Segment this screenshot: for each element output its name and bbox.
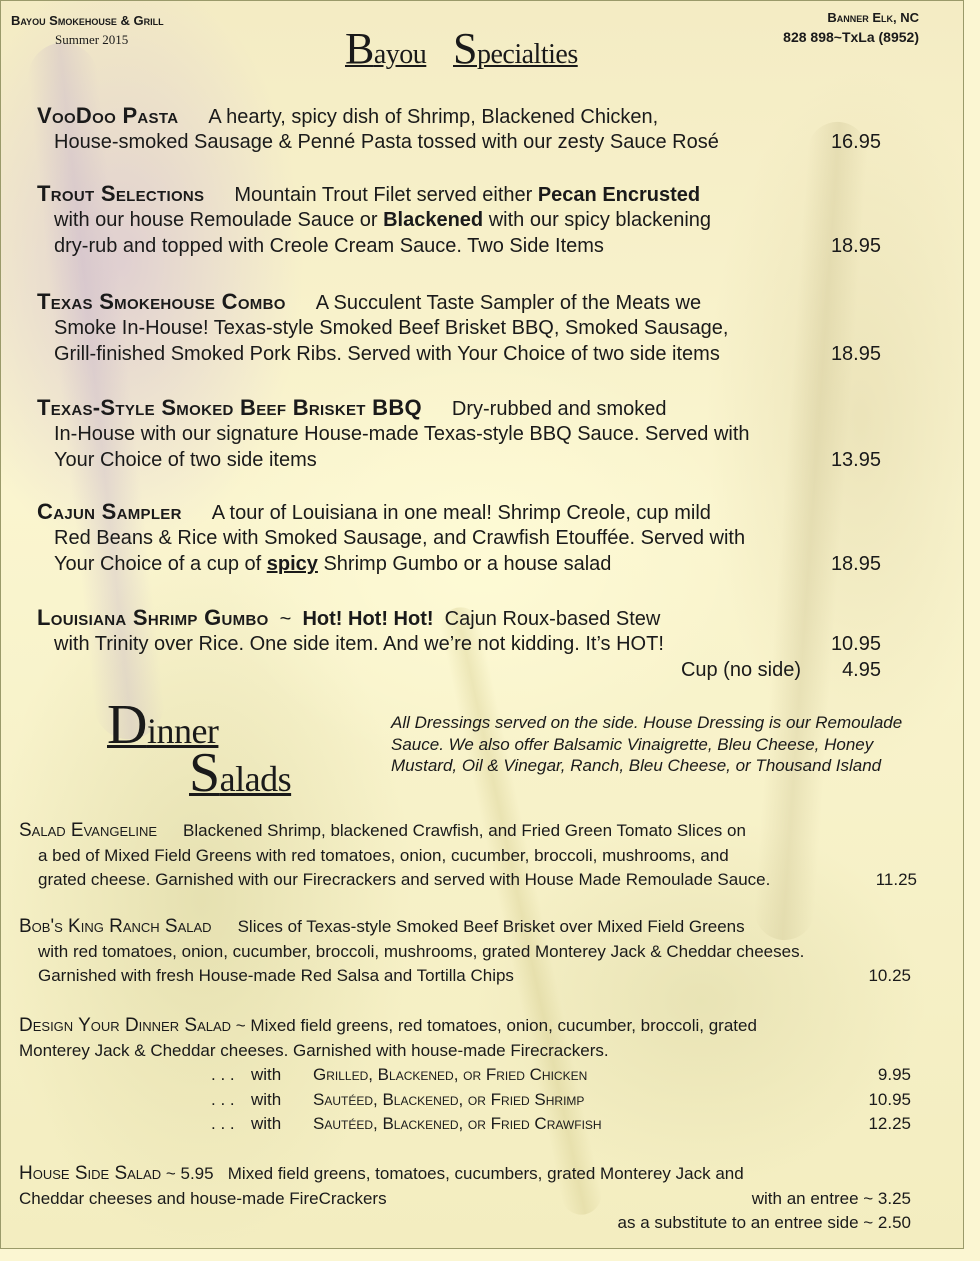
item-price: 13.95 [830, 449, 881, 471]
salad-price-label: ~ 5.95 [165, 1164, 214, 1183]
option-with: with [251, 1065, 282, 1084]
restaurant-name: Bayou Smokehouse & Grill [11, 13, 164, 28]
salad-description: with red tomatoes, onion, cucumber, broccoli, mushrooms, grated Monterey Jack & Cheddar cheeses. [38, 941, 805, 961]
salad-price: 11.25 [875, 870, 917, 889]
salad-house-side [19, 1162, 919, 1236]
salad-description: Blackened Shrimp, blackened Crawfish, and Fried Green Tomato Slices on [183, 821, 746, 840]
option-description: Sautéed, Blackened, or Fried Shrimp [313, 1089, 585, 1109]
salad-price: 10.25 [868, 966, 911, 985]
option-dots: . . . [211, 1089, 235, 1109]
item-description: Red Beans & Rice with Smoked Sausage, and Crawfish Etouffée. Served with [54, 527, 746, 549]
tilde-separator: ~ [279, 608, 292, 630]
option-price: 9.95 [877, 1065, 911, 1084]
item-description: Shrimp Gumbo or a house salad [323, 553, 612, 575]
title-word2-rest: pecialties [476, 39, 578, 70]
salad-description: grated cheese. Garnished with our Firecrackers and served with House Made Remoulade Sauce. [38, 870, 771, 889]
salads-title-word2 [189, 741, 291, 805]
item-highlight: Hot! Hot! Hot! [302, 608, 434, 630]
item-description: Your Choice of two side items [54, 449, 317, 471]
salad-option-chicken [19, 1063, 919, 1088]
title-initial-d: D [107, 694, 147, 756]
item-price: 16.95 [830, 131, 881, 153]
item-description: with our house Remoulade Sauce or [54, 209, 378, 231]
item-description: Smoke In-House! Texas-style Smoked Beef Brisket BBQ, Smoked Sausage, [54, 317, 729, 339]
salad-name: Salad Evangeline [19, 820, 158, 841]
section-title-word1 [345, 23, 426, 74]
title-initial-s2: S [189, 742, 220, 804]
title-word1-rest: ayou [373, 39, 427, 70]
item-description: A tour of Louisiana in one meal! Shrimp Creole, cup mild [211, 502, 711, 524]
item-name: VooDoo Pasta [37, 103, 179, 128]
cup-price: 4.95 [842, 659, 881, 681]
restaurant-phone: 828 898~TxLa (8952) [783, 29, 919, 45]
option-with: with [251, 1089, 282, 1109]
item-description: Mountain Trout Filet served either [234, 184, 533, 206]
option-dots: . . . [211, 1065, 235, 1084]
item-highlight: Pecan Encrusted [537, 184, 701, 206]
item-price: 18.95 [830, 343, 881, 365]
salad-name: House Side Salad [19, 1163, 162, 1184]
option-description: Grilled, Blackened, or Fried Chicken [313, 1065, 588, 1084]
item-description: Grill-finished Smoked Pork Ribs. Served with Your Choice of two side items [54, 343, 720, 365]
item-price: 10.95 [830, 633, 881, 655]
option-dots: . . . [211, 1114, 235, 1133]
item-description: with our spicy blackening [488, 209, 712, 231]
menu-season: Summer 2015 [55, 32, 129, 47]
salad-name: Design Your Dinner Salad [19, 1015, 232, 1036]
salad-description: a bed of Mixed Field Greens with red tomatoes, onion, cucumber, broccoli, mushrooms, and [38, 845, 729, 865]
dressing-note: All Dressings served on the side. House Dressing is our Remoulade Sauce. We also offer Balsamic Vinaigrette, Bleu Cheese, Honey Mustard, Oil & Vinegar, Ranch, Bleu Cheese, or Thousand Island [391, 713, 903, 775]
salad-evangeline [19, 819, 919, 893]
item-name: Louisiana Shrimp Gumbo [37, 605, 269, 630]
option-price: 12.25 [868, 1114, 911, 1133]
item-price: 18.95 [830, 553, 881, 575]
salad-description: Cheddar cheeses and house-made FireCrackers [19, 1188, 387, 1208]
menu-item-trout-selections [37, 181, 897, 259]
salad-description: Mixed field greens, tomatoes, cucumbers, grated Monterey Jack and [227, 1164, 744, 1183]
salad-design-your-own [19, 1014, 919, 1137]
item-description: Your Choice of a cup of [54, 553, 262, 575]
item-emphasis: spicy [266, 553, 318, 575]
item-highlight: Blackened [383, 209, 484, 231]
item-description: A Succulent Taste Sampler of the Meats we [315, 292, 702, 314]
item-description: dry-rub and topped with Creole Cream Sauce. Two Side Items [54, 235, 604, 257]
title-initial-s: S [453, 24, 477, 73]
salad-description: Slices of Texas-style Smoked Beef Brisket over Mixed Field Greens [237, 917, 745, 936]
option-description: Sautéed, Blackened, or Fried Crawfish [313, 1114, 602, 1133]
item-description: In-House with our signature House-made Texas-style BBQ Sauce. Served with [54, 423, 750, 445]
salads-title-word2-rest: alads [219, 759, 292, 799]
item-description: with Trinity over Rice. One side item. And we’re not kidding. It’s HOT! [54, 633, 664, 655]
salad-description: Garnished with fresh House-made Red Salsa and Tortilla Chips [38, 966, 514, 985]
entree-note: with an entree ~ 3.25 [751, 1188, 911, 1208]
salad-description: Monterey Jack & Cheddar cheeses. Garnished with house-made Firecrackers. [19, 1040, 609, 1060]
cup-label: Cup (no side) [680, 659, 801, 681]
item-description: House-smoked Sausage & Penné Pasta tossed with our zesty Sauce Rosé [54, 131, 719, 153]
item-price: 18.95 [830, 235, 881, 257]
option-with: with [251, 1114, 282, 1133]
item-name: Cajun Sampler [37, 499, 182, 524]
item-name: Texas-Style Smoked Beef Brisket BBQ [37, 395, 422, 420]
menu-item-shrimp-gumbo [37, 605, 897, 683]
item-name: Trout Selections [37, 181, 205, 206]
menu-item-cajun-sampler [37, 499, 897, 577]
section-title-word2 [453, 23, 578, 74]
title-initial-b: B [345, 24, 374, 73]
substitute-note: as a substitute to an entree side ~ 2.50 [617, 1213, 911, 1232]
menu-item-voodoo-pasta [37, 103, 897, 155]
item-name: Texas Smokehouse Combo [37, 289, 286, 314]
option-price: 10.95 [868, 1089, 911, 1109]
salads-title-word1-rest: inner [146, 711, 219, 751]
item-description: Cajun Roux-based Stew [444, 608, 661, 630]
item-description: A hearty, spicy dish of Shrimp, Blackened Chicken, [208, 106, 659, 128]
menu-item-brisket-bbq [37, 395, 897, 473]
salad-kings-ranch [19, 915, 919, 989]
menu-item-texas-smokehouse-combo [37, 289, 897, 367]
salad-description: ~ Mixed field greens, red tomatoes, onion, cucumber, broccoli, grated [235, 1016, 757, 1035]
salad-option-crawfish [19, 1112, 919, 1137]
restaurant-location: Banner Elk, NC [827, 10, 919, 25]
salad-name: Bob's King Ranch Salad [19, 916, 212, 937]
item-description: Dry-rubbed and smoked [451, 398, 667, 420]
salad-option-shrimp [19, 1088, 919, 1113]
